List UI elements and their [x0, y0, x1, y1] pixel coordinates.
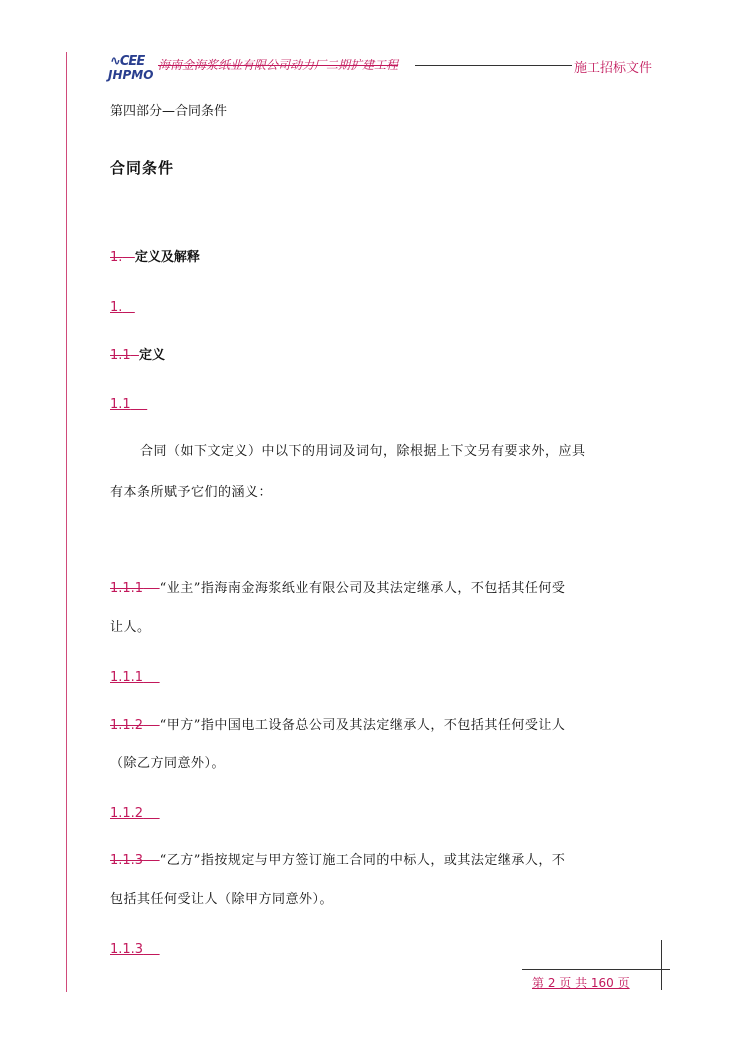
header-doc-type: 施工招标文件 — [572, 57, 652, 76]
item-new-number — [110, 666, 160, 685]
inserted-spacer — [143, 670, 160, 685]
item-number-deleted: 1.1.3 — [110, 853, 144, 868]
deleted-spacer — [143, 581, 160, 596]
item-text-line-1: “乙方”指按规定与甲方签订施工合同的中标人，或其法定继承人，不 — [159, 853, 566, 868]
deleted-spacer — [143, 853, 160, 868]
section-label: 定义 — [138, 348, 165, 363]
definition-item — [110, 577, 565, 596]
item-number-deleted: 1.1.1 — [110, 581, 144, 596]
section-number-deleted: 1. — [110, 250, 123, 265]
item-number-deleted: 1.1.2 — [110, 718, 144, 733]
intro-line-1: 合同（如下文定义）中以下的用词及词句，除根据上下文另有要求外，应具 — [140, 444, 586, 459]
definition-item — [110, 714, 565, 733]
section-1-heading — [110, 246, 200, 265]
item-number-inserted: 1.1.1 — [110, 670, 144, 685]
intro-line-2: 有本条所赋予它们的涵义： — [110, 485, 273, 500]
section-number-inserted: 1. — [110, 300, 123, 315]
item-text-line-2: 包括其任何受让人（除甲方同意外）。 — [110, 892, 334, 907]
definition-item — [110, 849, 565, 868]
item-text-line-2: （除乙方同意外）。 — [110, 756, 226, 771]
revision-bar-left — [66, 52, 67, 992]
item-new-number — [110, 802, 160, 821]
page-number: 第 2 页 共 160 页 — [532, 976, 630, 990]
inserted-spacer — [122, 300, 134, 315]
revision-bar-right — [661, 940, 662, 990]
inserted-spacer — [131, 397, 148, 412]
item-new-number — [110, 938, 160, 957]
logo-mark-icon: ∿CEE — [110, 54, 145, 69]
deleted-spacer — [122, 250, 134, 265]
page-title: 合同条件 — [110, 159, 175, 177]
logo-text: JHPMO — [108, 68, 154, 82]
inserted-spacer — [143, 806, 160, 821]
item-text-line-1: “甲方”指中国电工设备总公司及其法定继承人，不包括其任何受让人 — [159, 718, 566, 733]
section-1-1-heading — [110, 344, 165, 363]
section-1-1-new-number — [110, 393, 147, 412]
deleted-spacer — [143, 718, 160, 733]
footer-rule — [522, 969, 670, 970]
item-number-inserted: 1.1.3 — [110, 942, 144, 957]
item-text-line-2: 让人。 — [110, 620, 151, 635]
company-logo — [108, 54, 156, 82]
deleted-spacer — [131, 348, 139, 363]
section-number-deleted: 1.1 — [110, 348, 131, 363]
item-number-inserted: 1.1.2 — [110, 806, 144, 821]
header-project-title: 海南金海浆纸业有限公司动力厂二期扩建工程 — [158, 58, 399, 72]
section-number-inserted: 1.1 — [110, 397, 131, 412]
item-text-line-1: “业主”指海南金海浆纸业有限公司及其法定继承人，不包括其任何受 — [159, 581, 566, 596]
section-1-new-number — [110, 296, 135, 315]
section-label: 定义及解释 — [134, 250, 200, 265]
inserted-spacer — [143, 942, 160, 957]
part-heading: 第四部分—合同条件 — [110, 104, 228, 119]
